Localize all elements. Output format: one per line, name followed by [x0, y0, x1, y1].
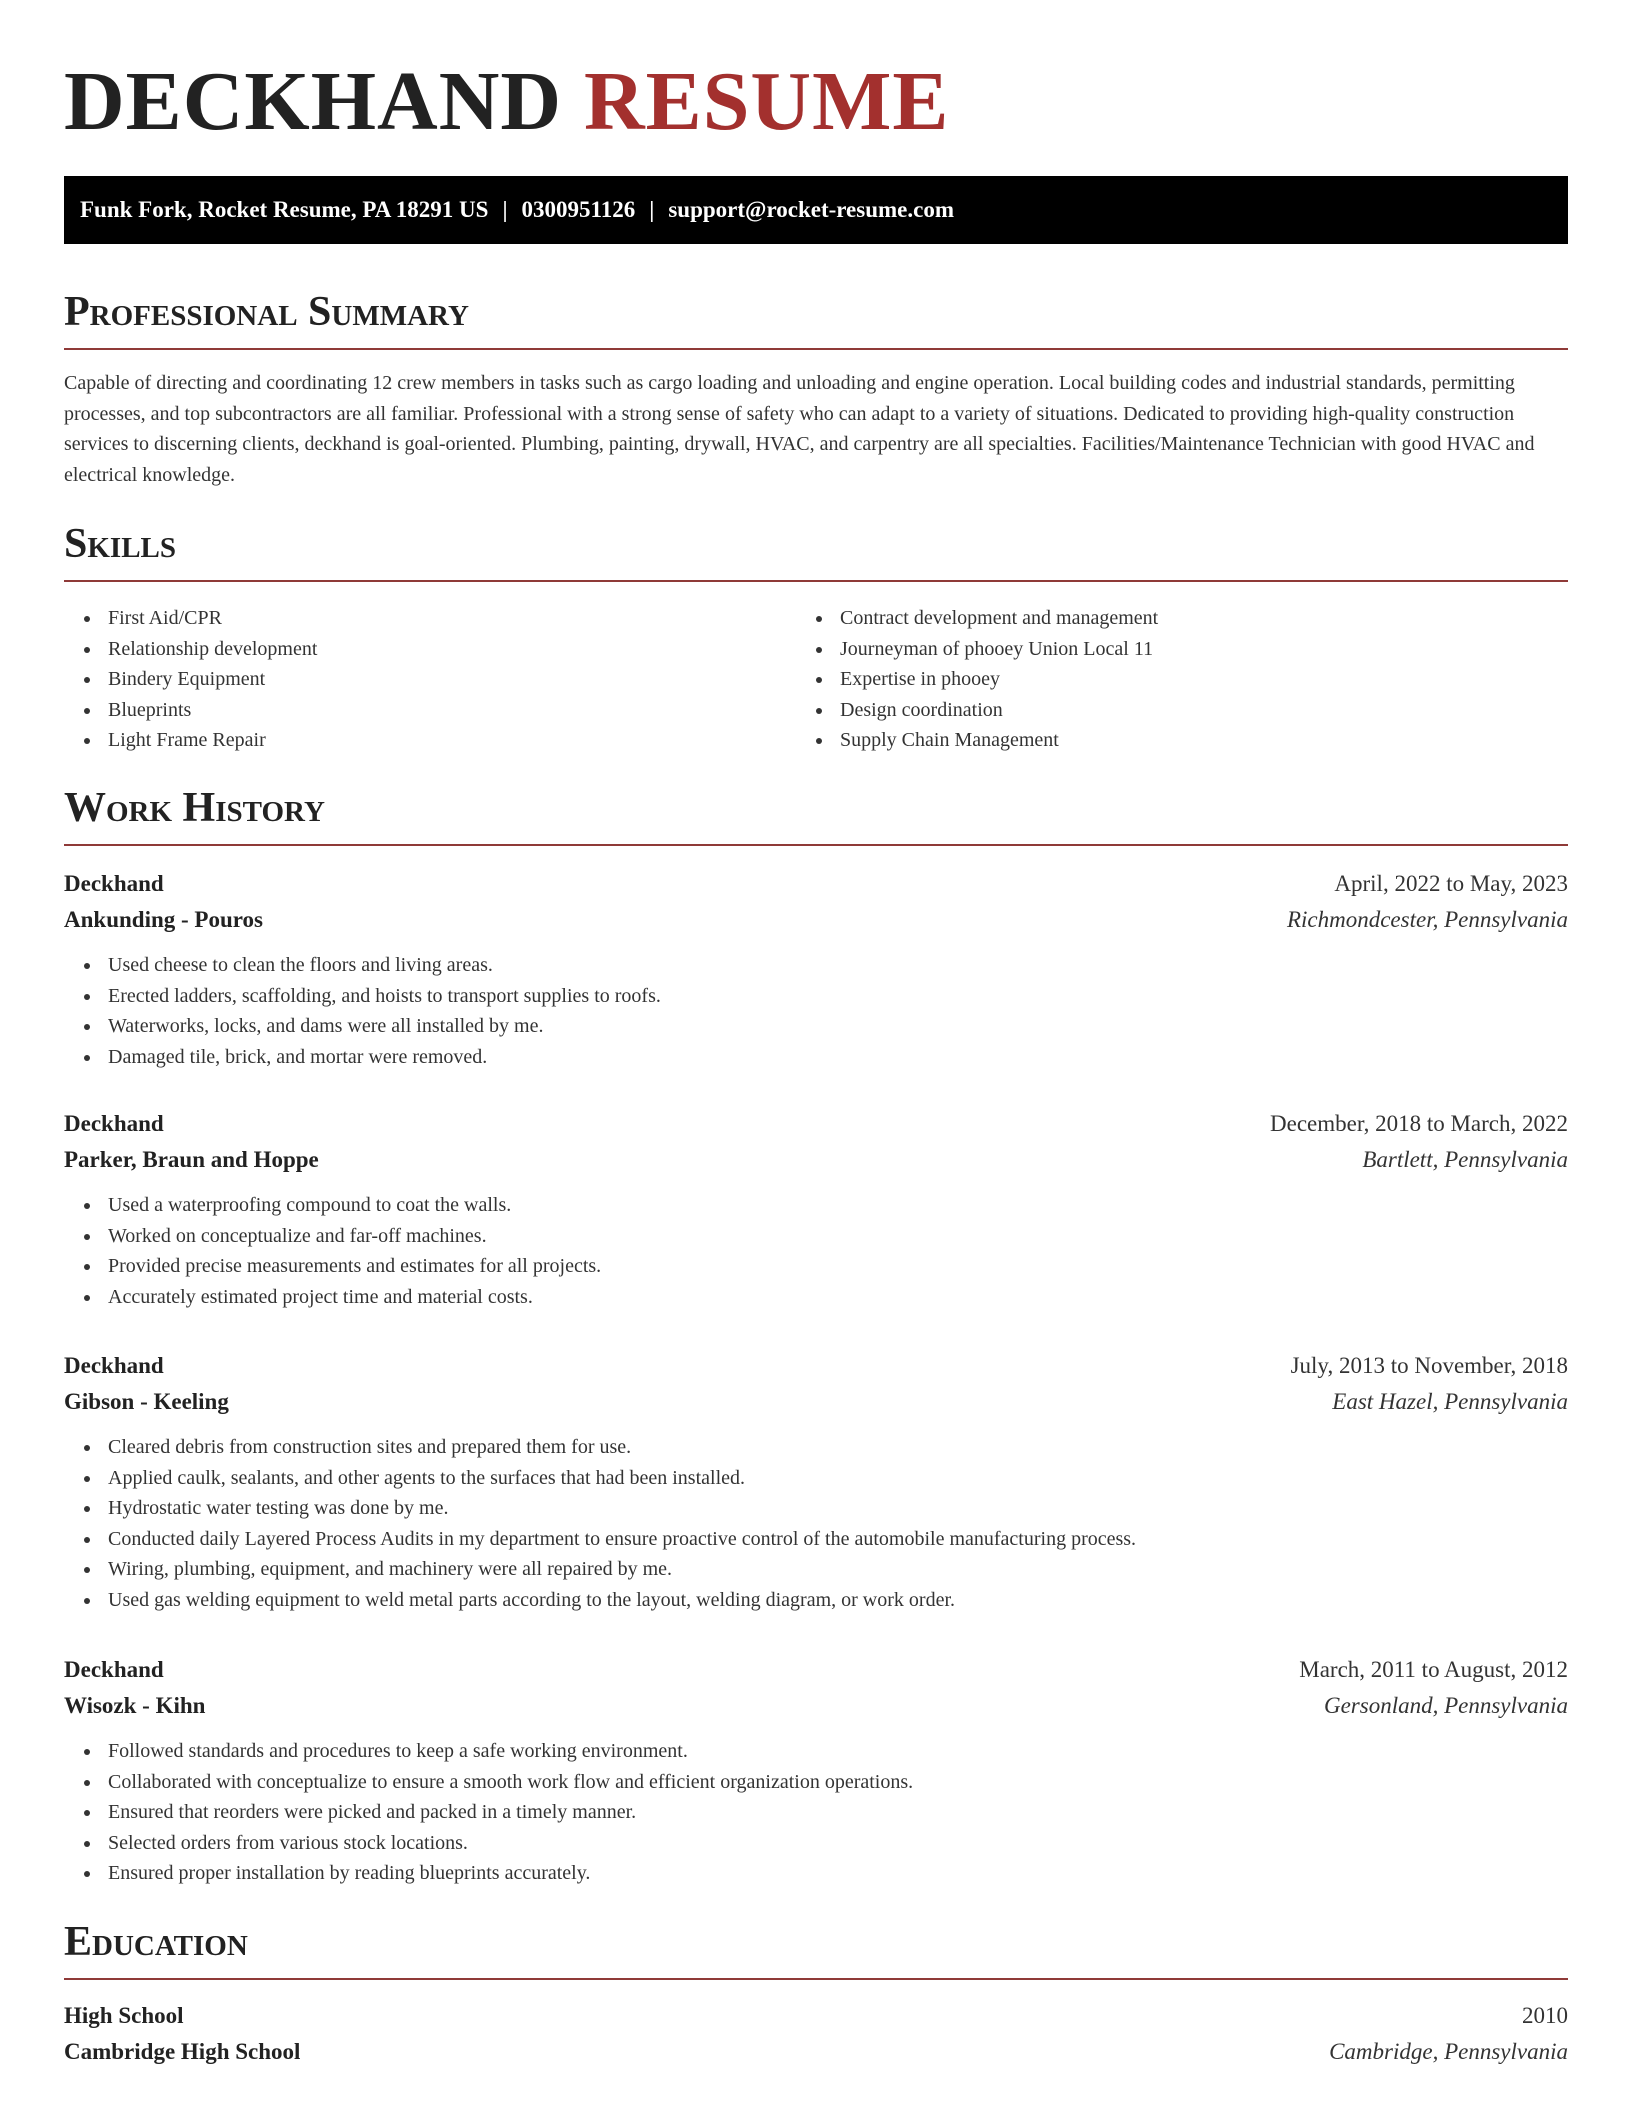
education-degree: High School: [64, 2003, 184, 2028]
skills-list-right: [796, 603, 1158, 756]
job-duty: Used a waterproofing compound to coat the walls.: [64, 1190, 1568, 1221]
job-company-row: [64, 1384, 1568, 1420]
job-header-row: [64, 1106, 1568, 1142]
contact-address: Funk Fork, Rocket Resume, PA 18291 US: [80, 197, 489, 222]
education-entry: [64, 1998, 1568, 2070]
title-part-job: DECKHAND: [64, 55, 563, 148]
job-duty: Followed standards and procedures to keep a safe working environment.: [64, 1736, 1568, 1767]
contact-bar: [64, 176, 1568, 244]
job-duty: Collaborated with conceptualize to ensure a smooth work flow and efficient organization operations.: [64, 1767, 1568, 1798]
job-entry: [64, 1106, 1568, 1312]
skill-item: Bindery Equipment: [64, 664, 317, 695]
section-heading-skills: Skills: [64, 516, 1568, 582]
job-header-row: [64, 1348, 1568, 1384]
skill-item: Expertise in phooey: [796, 664, 1158, 695]
job-entry: [64, 1652, 1568, 1889]
job-duties: [64, 1190, 1568, 1312]
resume-title: [64, 52, 949, 152]
skill-item: First Aid/CPR: [64, 603, 317, 634]
skill-item: Relationship development: [64, 634, 317, 665]
section-heading-work: Work History: [64, 780, 1568, 846]
job-location: East Hazel, Pennsylvania: [1332, 1389, 1568, 1414]
job-duties: [64, 1736, 1568, 1889]
job-duty: Erected ladders, scaffolding, and hoists to transport supplies to roofs.: [64, 981, 1568, 1012]
skill-item: Contract development and management: [796, 603, 1158, 634]
job-entry: [64, 866, 1568, 1072]
skill-item: Blueprints: [64, 695, 317, 726]
job-duty: Applied caulk, sealants, and other agents to the surfaces that had been installed.: [64, 1463, 1568, 1494]
job-company-row: [64, 1688, 1568, 1724]
job-duty: Damaged tile, brick, and mortar were removed.: [64, 1042, 1568, 1073]
section-heading-education: Education: [64, 1914, 1568, 1980]
skills-list-left: [64, 603, 317, 756]
job-duty: Accurately estimated project time and material costs.: [64, 1282, 1568, 1313]
job-location: Bartlett, Pennsylvania: [1362, 1147, 1568, 1172]
job-duty: Conducted daily Layered Process Audits in my department to ensure proactive control of the automobile manufacturing process.: [64, 1524, 1568, 1555]
job-title: Deckhand: [64, 1657, 164, 1682]
job-location: Gersonland, Pennsylvania: [1323, 1693, 1568, 1718]
summary-text: Capable of directing and coordinating 12 crew members in tasks such as cargo loading and unloading and engine operation. Local building codes and industrial standards, permitting processes, and top subcontractors are all familiar. Professional with a strong sense of safety who can adapt to a variety of situations. Dedicated to providing high-quality construction services to discerning clients, deckhand is goal-oriented. Plumbing, painting, drywall, HVAC, and carpentry are all specialties. Facilities/Maintenance Technician with good HVAC and electrical knowledge.: [64, 372, 1535, 486]
job-title: Deckhand: [64, 1353, 164, 1378]
contact-email: support@rocket-resume.com: [668, 197, 954, 222]
education-year: 2010: [1522, 2003, 1568, 2028]
job-dates: March, 2011 to August, 2012: [1299, 1657, 1568, 1682]
job-company: Parker, Braun and Hoppe: [64, 1147, 319, 1172]
job-title: Deckhand: [64, 1111, 164, 1136]
skill-item: Light Frame Repair: [64, 725, 317, 756]
job-location: Richmondcester, Pennsylvania: [1286, 907, 1568, 932]
job-company: Ankunding - Pouros: [64, 907, 263, 932]
contact-separator: |: [649, 197, 655, 222]
education-header-row: [64, 1998, 1568, 2034]
job-dates: December, 2018 to March, 2022: [1270, 1111, 1568, 1136]
job-duty: Cleared debris from construction sites and prepared them for use.: [64, 1432, 1568, 1463]
job-duty: Selected orders from various stock locations.: [64, 1828, 1568, 1859]
job-duty: Ensured proper installation by reading blueprints accurately.: [64, 1858, 1568, 1889]
job-duty: Hydrostatic water testing was done by me.: [64, 1493, 1568, 1524]
job-duty: Worked on conceptualize and far-off machines.: [64, 1221, 1568, 1252]
job-company: Wisozk - Kihn: [64, 1693, 206, 1718]
job-title: Deckhand: [64, 871, 164, 896]
job-duty: Ensured that reorders were picked and packed in a timely manner.: [64, 1797, 1568, 1828]
job-company: Gibson - Keeling: [64, 1389, 229, 1414]
job-company-row: [64, 1142, 1568, 1178]
skill-item: Design coordination: [796, 695, 1158, 726]
job-duty: Used cheese to clean the floors and living areas.: [64, 950, 1568, 981]
job-dates: April, 2022 to May, 2023: [1334, 871, 1568, 896]
job-header-row: [64, 866, 1568, 902]
job-duty: Provided precise measurements and estimates for all projects.: [64, 1251, 1568, 1282]
job-duty: Waterworks, locks, and dams were all installed by me.: [64, 1011, 1568, 1042]
education-school: Cambridge High School: [64, 2039, 301, 2064]
job-header-row: [64, 1652, 1568, 1688]
skill-item: Journeyman of phooey Union Local 11: [796, 634, 1158, 665]
job-duty: Wiring, plumbing, equipment, and machinery were all repaired by me.: [64, 1554, 1568, 1585]
job-duties: [64, 950, 1568, 1072]
education-school-row: [64, 2034, 1568, 2070]
job-dates: July, 2013 to November, 2018: [1290, 1353, 1568, 1378]
job-company-row: [64, 902, 1568, 938]
job-entry: [64, 1348, 1568, 1615]
job-duties: [64, 1432, 1568, 1615]
contact-separator: |: [502, 197, 508, 222]
skill-item: Supply Chain Management: [796, 725, 1158, 756]
education-location: Cambridge, Pennsylvania: [1329, 2039, 1568, 2064]
title-part-resume: RESUME: [584, 55, 950, 148]
section-heading-summary: Professional Summary: [64, 284, 1568, 350]
contact-phone: 0300951126: [521, 197, 636, 222]
job-duty: Used gas welding equipment to weld metal parts according to the layout, welding diagram, or work order.: [64, 1585, 1568, 1616]
